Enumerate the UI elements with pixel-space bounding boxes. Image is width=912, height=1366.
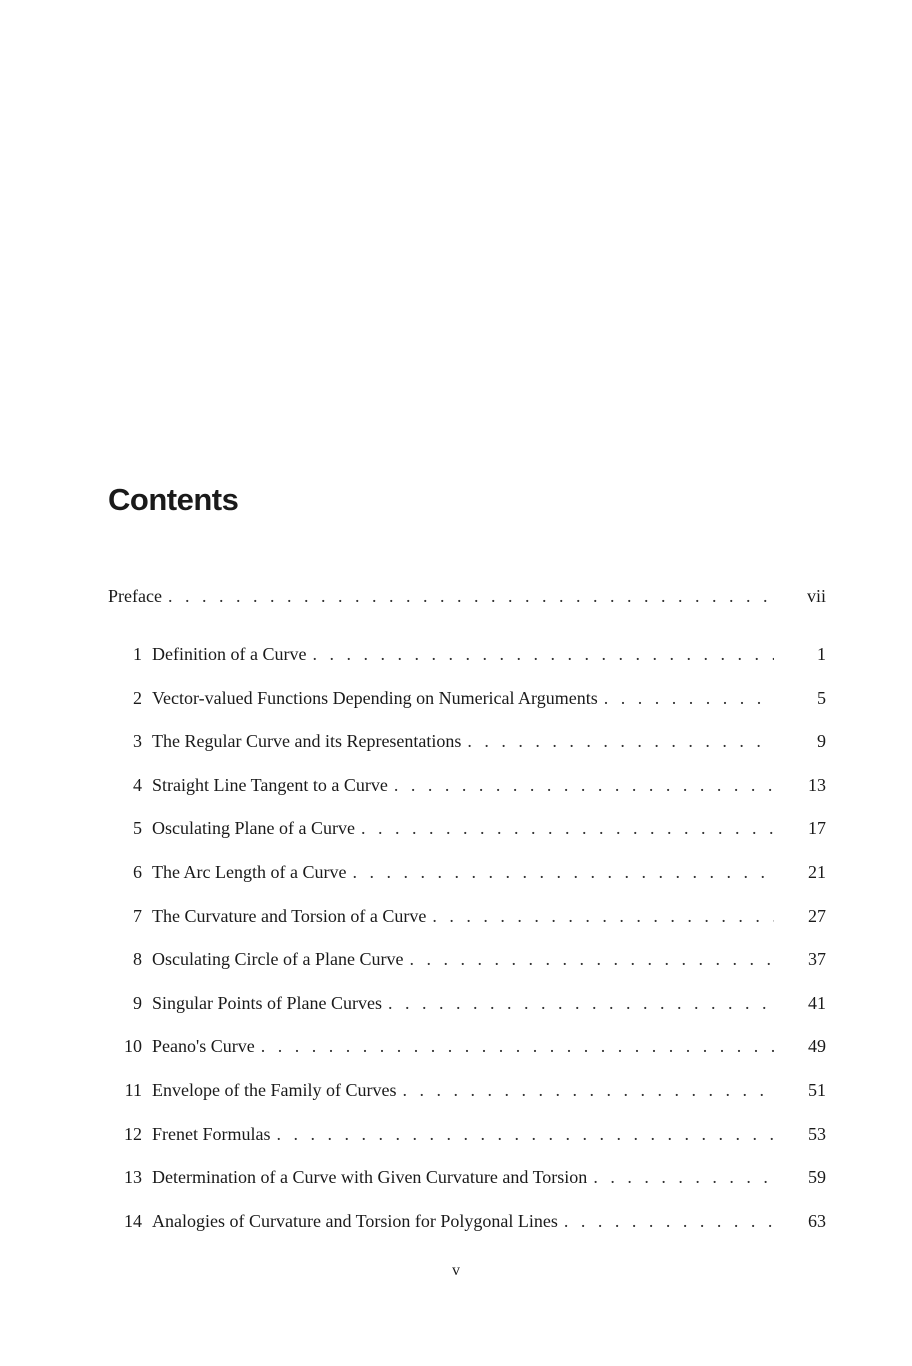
- dot-leader: [409, 949, 774, 970]
- page-number: 37: [808, 949, 826, 970]
- dot-leader: [261, 1036, 774, 1057]
- toc-preface-entry[interactable]: [108, 586, 826, 614]
- chapter-title: Straight Line Tangent to a Curve: [152, 774, 388, 795]
- toc-entry[interactable]: [108, 862, 826, 906]
- chapter-number: 3: [133, 731, 142, 752]
- chapter-title: Singular Points of Plane Curves: [152, 992, 382, 1013]
- page-number: 17: [808, 818, 826, 839]
- dot-leader: [564, 1211, 774, 1232]
- toc-entry[interactable]: [108, 818, 826, 862]
- chapter-title: The Regular Curve and its Representations: [152, 731, 462, 752]
- toc-entry[interactable]: [108, 993, 826, 1037]
- chapter-number: 13: [124, 1167, 142, 1188]
- page-number: 21: [808, 861, 826, 882]
- toc-entry[interactable]: [108, 1036, 826, 1080]
- table-of-contents: [108, 644, 826, 1254]
- dot-leader: [467, 731, 774, 752]
- preface-label: Preface: [108, 586, 162, 606]
- page-number: 41: [808, 992, 826, 1013]
- toc-entry[interactable]: [108, 906, 826, 950]
- chapter-number: 7: [133, 905, 142, 926]
- chapter-title: Vector-valued Functions Depending on Numerical Arguments: [152, 687, 598, 708]
- dot-leader: [168, 586, 774, 607]
- chapter-number: 1: [133, 644, 142, 664]
- chapter-title: Peano's Curve: [152, 1036, 255, 1057]
- page-number: 59: [808, 1167, 826, 1188]
- toc-entry[interactable]: [108, 775, 826, 819]
- chapter-number: 11: [124, 1079, 142, 1100]
- chapter-title: The Arc Length of a Curve: [152, 861, 347, 882]
- toc-entry[interactable]: [108, 688, 826, 732]
- chapter-title: Determination of a Curve with Given Curvature and Torsion: [152, 1167, 588, 1188]
- chapter-number: 9: [133, 992, 142, 1013]
- chapter-title: Osculating Plane of a Curve: [152, 818, 355, 839]
- chapter-number: 2: [133, 687, 142, 708]
- page-number: 27: [808, 905, 826, 926]
- chapter-title: Frenet Formulas: [152, 1123, 271, 1144]
- page-number: 63: [808, 1210, 826, 1231]
- page-number: 5: [817, 687, 826, 708]
- page-number: 13: [808, 774, 826, 795]
- page-folio: v: [452, 1262, 460, 1279]
- chapter-number: 10: [124, 1036, 142, 1057]
- chapter-number: 8: [133, 949, 142, 970]
- toc-entry[interactable]: [108, 1167, 826, 1211]
- page-number: 49: [808, 1036, 826, 1057]
- toc-entry[interactable]: [108, 1080, 826, 1124]
- page-number: 51: [808, 1079, 826, 1100]
- page-title: Contents: [108, 482, 239, 517]
- toc-entry[interactable]: [108, 1124, 826, 1168]
- toc-entry[interactable]: [108, 949, 826, 993]
- preface-page-number: vii: [806, 586, 826, 606]
- chapter-number: 14: [124, 1210, 142, 1231]
- page-number: 53: [808, 1123, 826, 1144]
- dot-leader: [394, 775, 774, 796]
- chapter-title: The Curvature and Torsion of a Curve: [152, 905, 427, 926]
- dot-leader: [402, 1080, 774, 1101]
- chapter-number: 12: [124, 1123, 142, 1144]
- dot-leader: [388, 993, 774, 1014]
- toc-entry[interactable]: [108, 731, 826, 775]
- chapter-title: Definition of a Curve: [152, 644, 307, 664]
- dot-leader: [352, 862, 774, 883]
- dot-leader: [361, 818, 774, 839]
- dot-leader: [432, 906, 774, 927]
- chapter-number: 4: [133, 774, 142, 795]
- toc-entry[interactable]: [108, 644, 826, 688]
- chapter-number: 5: [133, 818, 142, 839]
- dot-leader: [593, 1167, 774, 1188]
- toc-entry[interactable]: [108, 1211, 826, 1255]
- chapter-number: 6: [133, 861, 142, 882]
- dot-leader: [604, 688, 774, 709]
- chapter-title: Envelope of the Family of Curves: [152, 1079, 397, 1100]
- page-number: 9: [817, 731, 826, 752]
- chapter-title: Osculating Circle of a Plane Curve: [152, 949, 404, 970]
- dot-leader: [312, 644, 774, 665]
- dot-leader: [277, 1124, 775, 1145]
- chapter-title: Analogies of Curvature and Torsion for Polygonal Lines: [152, 1210, 558, 1231]
- page-number: 1: [817, 644, 826, 664]
